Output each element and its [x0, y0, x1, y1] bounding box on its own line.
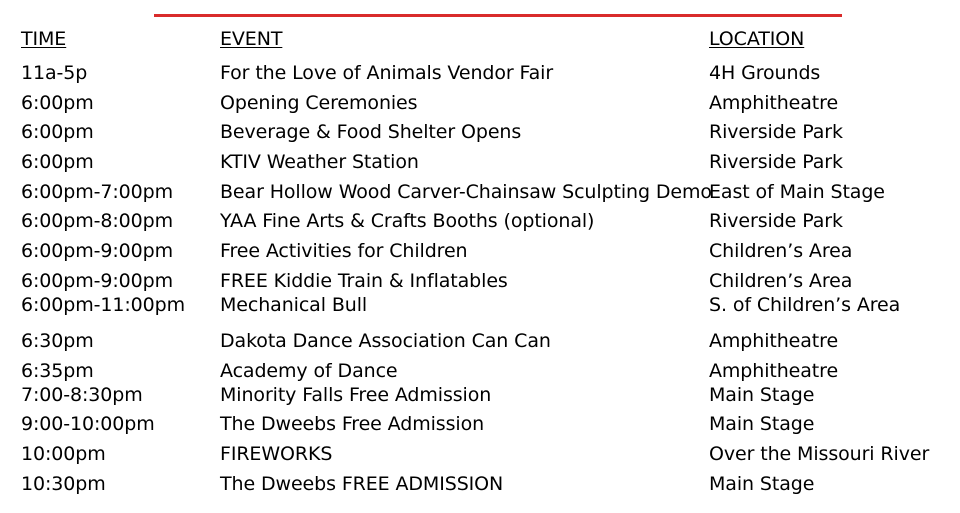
row-13-location: Main Stage: [709, 413, 815, 435]
row-1-event: For the Love of Animals Vendor Fair: [220, 62, 554, 84]
row-7-event: Free Activities for Children: [220, 240, 468, 262]
row-10-event: Dakota Dance Association Can Can: [220, 330, 551, 352]
header-time: TIME: [21, 28, 67, 50]
row-11-time: 6:35pm: [21, 360, 94, 382]
row-7-location: Children’s Area: [709, 240, 853, 262]
row-3-event: Beverage & Food Shelter Opens: [220, 121, 522, 143]
row-2-time: 6:00pm: [21, 92, 94, 114]
row-2-event: Opening Ceremonies: [220, 92, 418, 114]
row-8-time: 6:00pm-9:00pm: [21, 270, 174, 292]
row-1-time: 11a-5p: [21, 62, 88, 84]
row-5-event: Bear Hollow Wood Carver-Chainsaw Sculpting Demo: [220, 181, 712, 203]
row-15-time: 10:30pm: [21, 473, 106, 495]
row-4-time: 6:00pm: [21, 151, 94, 173]
row-14-location: Over the Missouri River: [709, 443, 930, 465]
row-10-location: Amphitheatre: [709, 330, 839, 352]
row-3-location: Riverside Park: [709, 121, 843, 143]
row-8-event: FREE Kiddie Train & Inflatables: [220, 270, 508, 292]
row-5-time: 6:00pm-7:00pm: [21, 181, 174, 203]
row-1-location: 4H Grounds: [709, 62, 821, 84]
row-13-time: 9:00-10:00pm: [21, 413, 155, 435]
header-event: EVENT: [220, 28, 283, 50]
row-11-event: Academy of Dance: [220, 360, 398, 382]
top-red-rule: [154, 14, 842, 17]
row-12-time: 7:00-8:30pm: [21, 384, 143, 406]
row-5-location: East of Main Stage: [709, 181, 885, 203]
row-9-location: S. of Children’s Area: [709, 294, 901, 316]
row-14-event: FIREWORKS: [220, 443, 333, 465]
row-8-location: Children’s Area: [709, 270, 853, 292]
row-4-location: Riverside Park: [709, 151, 843, 173]
row-2-location: Amphitheatre: [709, 92, 839, 114]
row-3-time: 6:00pm: [21, 121, 94, 143]
row-15-location: Main Stage: [709, 473, 815, 495]
row-10-time: 6:30pm: [21, 330, 94, 352]
row-13-event: The Dweebs Free Admission: [220, 413, 485, 435]
row-9-time: 6:00pm-11:00pm: [21, 294, 186, 316]
row-14-time: 10:00pm: [21, 443, 106, 465]
row-6-location: Riverside Park: [709, 210, 843, 232]
row-12-location: Main Stage: [709, 384, 815, 406]
row-6-event: YAA Fine Arts & Crafts Booths (optional): [220, 210, 595, 232]
row-7-time: 6:00pm-9:00pm: [21, 240, 174, 262]
header-location: LOCATION: [709, 28, 805, 50]
row-4-event: KTIV Weather Station: [220, 151, 419, 173]
row-11-location: Amphitheatre: [709, 360, 839, 382]
row-12-event: Minority Falls Free Admission: [220, 384, 492, 406]
row-15-event: The Dweebs FREE ADMISSION: [220, 473, 504, 495]
row-6-time: 6:00pm-8:00pm: [21, 210, 174, 232]
row-9-event: Mechanical Bull: [220, 294, 368, 316]
